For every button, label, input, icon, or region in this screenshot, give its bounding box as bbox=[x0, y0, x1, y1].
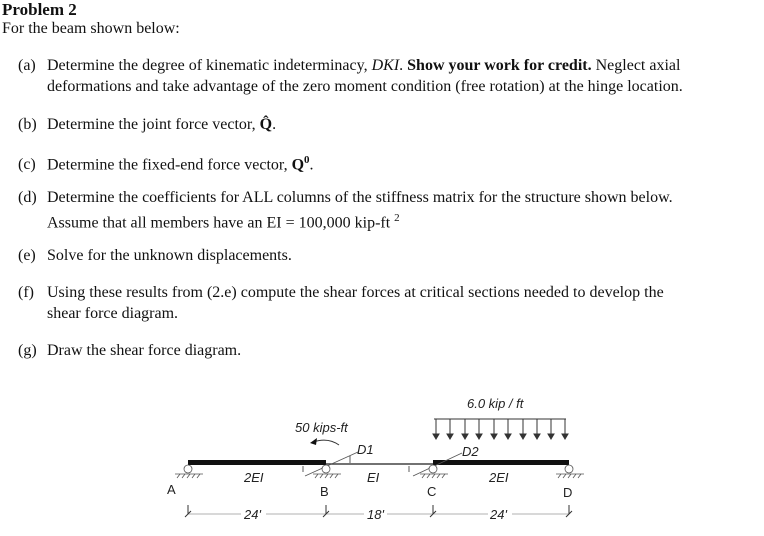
question-a-text-end: Neglect axial bbox=[591, 57, 681, 74]
question-e-label: (e) bbox=[18, 247, 36, 264]
dof-d2-label: D2 bbox=[462, 444, 479, 459]
question-a-label: (a) bbox=[18, 57, 36, 74]
member-ab-length: 24' bbox=[244, 507, 261, 522]
moment-load-label: 50 kips-ft bbox=[295, 420, 348, 435]
joint-force-vector-symbol: Q̂ bbox=[259, 116, 273, 133]
question-g-label: (g) bbox=[18, 342, 37, 359]
support-b-icon bbox=[313, 465, 341, 478]
member-bc-stiffness: EI bbox=[367, 470, 380, 485]
question-d-line2: Assume that all members have an EI = 100,000 kip-ft bbox=[47, 214, 391, 232]
moment-arrowhead-icon bbox=[310, 438, 317, 445]
member-ab-stiffness: 2EI bbox=[244, 470, 264, 485]
question-e-text: Solve for the unknown displacements. bbox=[47, 247, 292, 264]
support-a-label: A bbox=[167, 482, 176, 497]
moment-arrow-icon bbox=[313, 440, 339, 445]
dki-symbol: DKI bbox=[371, 57, 400, 74]
member-cd-length: 24' bbox=[490, 507, 507, 522]
question-d-label: (d) bbox=[18, 189, 37, 206]
question-g-text: Draw the shear force diagram. bbox=[47, 342, 242, 359]
fixed-end-superscript: 0 bbox=[304, 154, 310, 166]
question-b-suffix: . bbox=[272, 116, 277, 133]
question-f-line2: shear force diagram. bbox=[47, 305, 179, 322]
ei-superscript: 2 bbox=[394, 212, 400, 224]
question-a-text: Determine the degree of kinematic indeterminacy, bbox=[47, 57, 372, 74]
problem-title: Problem 2 bbox=[2, 0, 77, 19]
support-c-label: C bbox=[427, 484, 437, 499]
fixed-end-vector-symbol: Q bbox=[291, 156, 305, 174]
question-f-text: Using these results from (2.e) compute the shear forces at critical sections needed to develop the bbox=[47, 284, 664, 301]
question-f-label: (f) bbox=[18, 284, 34, 301]
question-c-text: Determine the fixed-end force vector, bbox=[47, 156, 292, 174]
question-a-punct: . bbox=[399, 57, 408, 74]
support-d-label: D bbox=[563, 485, 573, 500]
question-b-label: (b) bbox=[18, 116, 37, 133]
support-a-icon bbox=[175, 465, 203, 478]
member-bc-length: 18' bbox=[367, 507, 384, 522]
member-ab bbox=[188, 460, 326, 465]
member-cd bbox=[433, 460, 569, 465]
question-b-text: Determine the joint force vector, bbox=[47, 116, 260, 133]
member-cd-stiffness: 2EI bbox=[489, 470, 509, 485]
problem-intro: For the beam shown below: bbox=[2, 20, 180, 37]
support-b-label: B bbox=[320, 484, 329, 499]
question-c-label: (c) bbox=[18, 156, 36, 174]
question-a-emphasis: Show your work for credit. bbox=[407, 57, 592, 74]
support-d-icon bbox=[556, 465, 584, 478]
question-c-suffix: . bbox=[309, 156, 314, 174]
distributed-load-label: 6.0 kip / ft bbox=[467, 396, 524, 411]
dof-d1-label: D1 bbox=[357, 442, 374, 457]
question-d-text: Determine the coefficients for ALL columns of the stiffness matrix for the structure shown below. bbox=[47, 189, 673, 206]
question-a-line2: deformations and take advantage of the zero moment condition (free rotation) at the hinge location. bbox=[47, 78, 683, 95]
support-c-icon bbox=[420, 465, 448, 478]
distributed-load-arrows bbox=[433, 419, 568, 439]
